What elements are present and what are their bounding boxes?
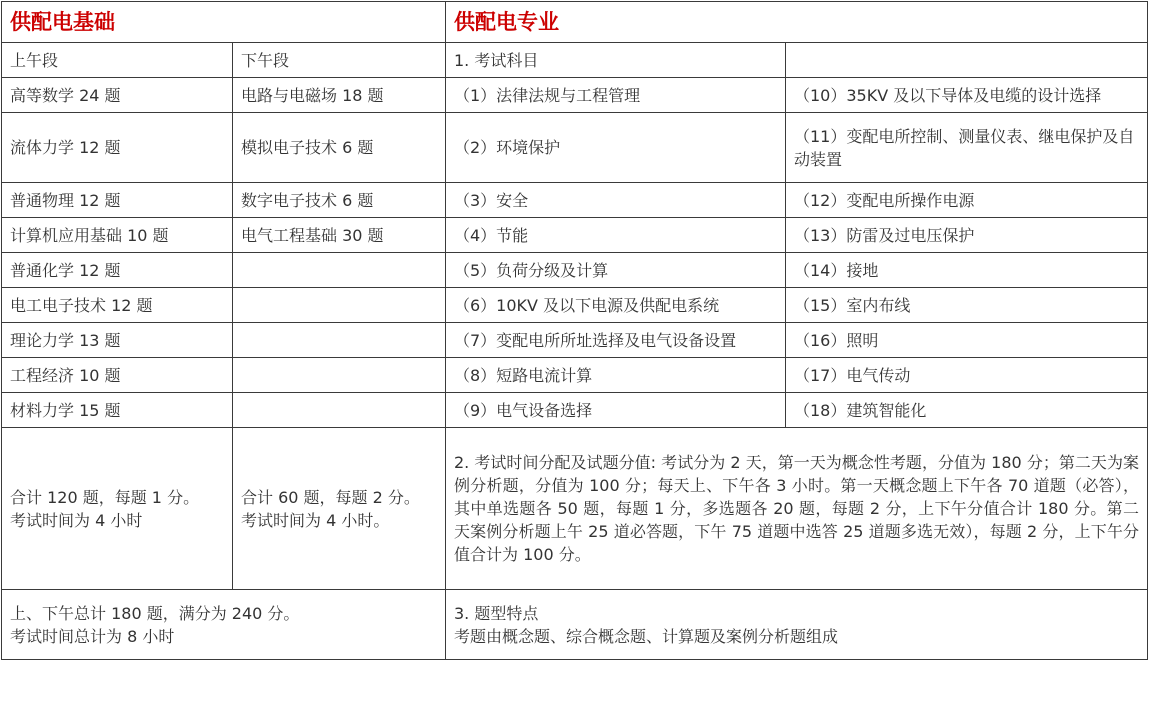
question-features <box>446 590 1148 660</box>
professional-subject: （7）变配电所所址选择及电气设备设置 <box>446 323 786 358</box>
professional-subject: （8）短路电流计算 <box>446 358 786 393</box>
professional-subject: （9）电气设备选择 <box>446 393 786 428</box>
professional-subject: （15）室内布线 <box>786 288 1148 323</box>
professional-subject: （5）负荷分级及计算 <box>446 253 786 288</box>
professional-subject: （13）防雷及过电压保护 <box>786 218 1148 253</box>
morning-summary-line: 合计 120 题，每题 1 分。 <box>10 487 200 507</box>
professional-subject: （2）环境保护 <box>446 113 786 183</box>
professional-subject: （4）节能 <box>446 218 786 253</box>
afternoon-subject <box>233 393 446 428</box>
total-summary <box>2 590 446 660</box>
morning-header: 上午段 <box>2 43 233 78</box>
morning-subject: 计算机应用基础 10 题 <box>2 218 233 253</box>
professional-subject: （11）变配电所控制、测量仪表、继电保护及自动装置 <box>786 113 1148 183</box>
afternoon-subject <box>233 358 446 393</box>
afternoon-subject <box>233 288 446 323</box>
morning-subject: 高等数学 24 题 <box>2 78 233 113</box>
subjects-header-blank <box>786 43 1148 78</box>
morning-subject: 理论力学 13 题 <box>2 323 233 358</box>
total-summary-line: 上、下午总计 180 题，满分为 240 分。 <box>10 603 300 623</box>
morning-summary-line: 考试时间为 4 小时 <box>10 510 143 530</box>
morning-summary <box>2 428 233 590</box>
time-allocation-text: 2. 考试时间分配及试题分值: 考试分为 2 天，第一天为概念性考题，分值为 180 分；第二天为案例分析题，分值为 100 分；每天上、下午各 3 小时。第一天概念题上下午各 70 道题（必答），其中单选题各 50 题，每题 1 分，多选题各 20 题，每题 2 分，上下午分值合计 180 分。第二天案例分析题上午 25 道必答题，下午 75 道题中选答 25 道题多选无效），每题 2 分，上下午分值合计为 100 分。 <box>446 428 1148 590</box>
morning-subject: 普通物理 12 题 <box>2 183 233 218</box>
professional-subject: （18）建筑智能化 <box>786 393 1148 428</box>
professional-subject: （12）变配电所操作电源 <box>786 183 1148 218</box>
basic-section-title: 供配电基础 <box>2 2 446 43</box>
professional-section-title: 供配电专业 <box>446 2 1148 43</box>
morning-subject: 流体力学 12 题 <box>2 113 233 183</box>
subjects-header: 1. 考试科目 <box>446 43 786 78</box>
professional-subject: （14）接地 <box>786 253 1148 288</box>
morning-subject: 电工电子技术 12 题 <box>2 288 233 323</box>
afternoon-subject: 电路与电磁场 18 题 <box>233 78 446 113</box>
exam-outline-table <box>1 1 1148 660</box>
afternoon-subject <box>233 253 446 288</box>
afternoon-summary-line: 合计 60 题，每题 2 分。 <box>241 487 420 507</box>
professional-subject: （3）安全 <box>446 183 786 218</box>
afternoon-subject <box>233 323 446 358</box>
professional-subject: （6）10KV 及以下电源及供配电系统 <box>446 288 786 323</box>
professional-subject: （10）35KV 及以下导体及电缆的设计选择 <box>786 78 1148 113</box>
afternoon-subject: 模拟电子技术 6 题 <box>233 113 446 183</box>
afternoon-subject: 电气工程基础 30 题 <box>233 218 446 253</box>
afternoon-summary-line: 考试时间为 4 小时。 <box>241 510 390 530</box>
professional-subject: （17）电气传动 <box>786 358 1148 393</box>
professional-subject: （1）法律法规与工程管理 <box>446 78 786 113</box>
morning-subject: 材料力学 15 题 <box>2 393 233 428</box>
total-summary-line: 考试时间总计为 8 小时 <box>10 626 175 646</box>
afternoon-subject: 数字电子技术 6 题 <box>233 183 446 218</box>
professional-subject: （16）照明 <box>786 323 1148 358</box>
afternoon-header: 下午段 <box>233 43 446 78</box>
afternoon-summary <box>233 428 446 590</box>
features-title: 3. 题型特点 <box>454 603 539 623</box>
morning-subject: 普通化学 12 题 <box>2 253 233 288</box>
features-text: 考题由概念题、综合概念题、计算题及案例分析题组成 <box>454 626 839 646</box>
morning-subject: 工程经济 10 题 <box>2 358 233 393</box>
